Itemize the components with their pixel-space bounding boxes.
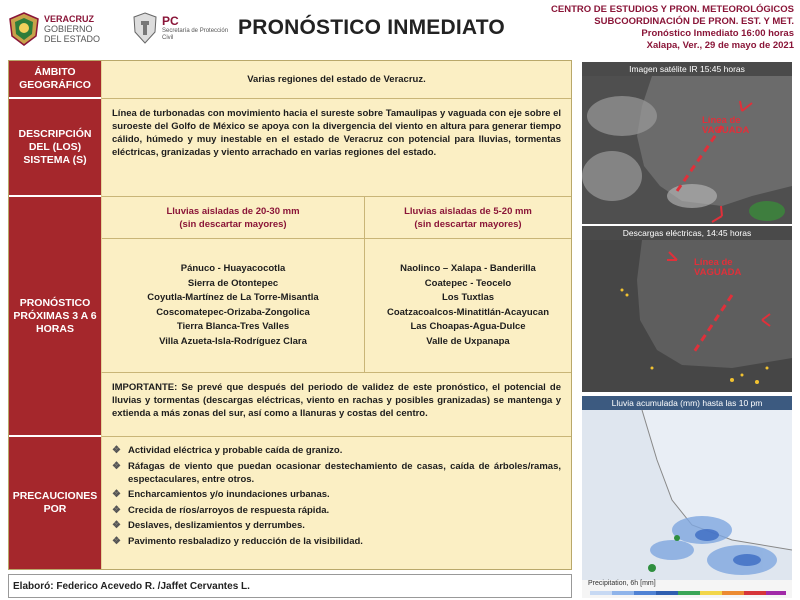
list-item: Sierra de Otontepec bbox=[187, 277, 279, 289]
list-item: Tierra Blanca-Tres Valles bbox=[176, 321, 290, 332]
list-item: Coyutla-Martínez de La Torre-Misantla bbox=[147, 292, 319, 303]
header-forecast-time: Pronóstico Inmediato 16:00 horas bbox=[641, 28, 794, 39]
list-item: Villa Azueta-Isla-Rodríguez Clara bbox=[159, 335, 307, 347]
diamond-bullet-icon: ❖ bbox=[112, 445, 121, 456]
precaucion-text: Crecida de ríos/arroyos de respuesta rápida. bbox=[128, 504, 330, 516]
veracruz-logo bbox=[8, 10, 118, 50]
header-center-name: CENTRO DE ESTUDIOS Y PRON. METEOROLÓGICOS bbox=[551, 4, 794, 15]
list-item: Coscomatepec-Orizaba-Zongolica bbox=[156, 306, 310, 318]
pc-emblem-icon bbox=[132, 12, 158, 44]
col2-header bbox=[365, 197, 571, 239]
col1-list bbox=[102, 239, 364, 372]
list-item: Las Choapas-Agua-Dulce bbox=[410, 321, 526, 332]
satellite-panel bbox=[582, 62, 792, 224]
descripcion-text: Línea de turbonadas con movimiento hacia el sureste sobre Tamaulipas y vaguada con eje sobre el suroeste del Golfo de México se apoya con la divergencia del viento en altura para generar tiempo cálido, húmedo y muy inestable en el estado de Veracruz con potencial para lluvias, tormentas eléctricas, granizadas y viento arrachado en varias regiones del estado. bbox=[112, 108, 561, 158]
pronostico-cell bbox=[101, 197, 571, 373]
pc-abbr: PC bbox=[162, 14, 179, 28]
list-item bbox=[112, 535, 561, 548]
logo1-line3: DEL ESTADO bbox=[44, 34, 101, 44]
diamond-bullet-icon: ❖ bbox=[112, 520, 121, 532]
lightning-annotation: Línea de VAGUADA bbox=[694, 257, 742, 278]
precaucion-text: Deslaves, deslizamientos y derrumbes. bbox=[128, 520, 305, 532]
list-item: Pánuco - Huayacocotla bbox=[180, 263, 286, 274]
precauciones-cell bbox=[101, 437, 571, 569]
veracruz-logo-text bbox=[44, 14, 100, 44]
list-item: Valle de Uxpanapa bbox=[426, 335, 510, 347]
precaucion-text: Pavimento resbaladizo y reducción de la visibilidad. bbox=[128, 535, 363, 547]
important-text: IMPORTANTE: Se prevé que después del periodo de validez de este pronóstico, el potencial de lluvias y tormentas (descargas eléctricas, viento en rachas y posibles granizadas) se mantenga y extienda a más zonas del sur, así como a llanuras y costas del centro. bbox=[112, 382, 561, 419]
col1-title: Lluvias aisladas de 20-30 mm bbox=[166, 205, 300, 217]
rain-image bbox=[582, 410, 792, 598]
veracruz-emblem-icon bbox=[8, 12, 40, 46]
diamond-bullet-icon: ❖ bbox=[112, 489, 121, 501]
lightning-caption: Descargas eléctricas, 14:45 horas bbox=[582, 226, 792, 240]
precaucion-text: Encharcamientos y/o inundaciones urbanas. bbox=[128, 489, 330, 501]
ambito-cell bbox=[101, 61, 571, 99]
precauciones-list bbox=[102, 437, 571, 557]
satellite-caption: Imagen satélite IR 15:45 horas bbox=[582, 62, 792, 76]
lightning-map bbox=[582, 240, 792, 392]
list-item bbox=[112, 444, 561, 457]
col2-subtitle: (sin descartar mayores) bbox=[414, 218, 522, 230]
satellite-image bbox=[582, 76, 792, 224]
satellite-map bbox=[582, 76, 792, 224]
header-subcoordination: SUBCOORDINACIÓN DE PRON. EST. Y MET. bbox=[594, 16, 794, 27]
list-item: Coatepec - Teocelo bbox=[424, 277, 512, 289]
list-item bbox=[112, 519, 561, 532]
lightning-image bbox=[582, 240, 792, 392]
satellite-annotation: Línea de VAGUADA bbox=[702, 115, 750, 136]
logo1-line1: VERACRUZ bbox=[44, 14, 95, 24]
rain-panel bbox=[582, 396, 792, 598]
header-info bbox=[551, 4, 794, 52]
list-item bbox=[112, 460, 561, 486]
list-item bbox=[112, 504, 561, 517]
diamond-bullet-icon: ❖ bbox=[112, 460, 121, 472]
page-title: PRONÓSTICO INMEDIATO bbox=[238, 16, 505, 39]
pc-logo bbox=[132, 12, 232, 48]
descripcion-cell bbox=[101, 99, 571, 197]
footer-credits: Elaboró: Federico Acevedo R. /Jaffet Cervantes L. bbox=[8, 574, 572, 598]
header bbox=[0, 0, 800, 60]
list-item: Coatzacoalcos-Minatitlán-Acayucan bbox=[386, 306, 550, 318]
list-item: Naolinco – Xalapa - Banderilla bbox=[400, 263, 536, 274]
diamond-bullet-icon: ❖ bbox=[112, 504, 121, 516]
col1-subtitle: (sin descartar mayores) bbox=[179, 218, 287, 230]
ambito-label: ÁMBITO GEOGRÁFICO bbox=[9, 61, 101, 99]
pc-subtitle: Secretaría de Protección Civil bbox=[162, 28, 229, 41]
forecast-table bbox=[8, 60, 572, 570]
list-item bbox=[112, 488, 561, 501]
precaucion-text: Actividad eléctrica y probable caída de granizo. bbox=[128, 445, 343, 456]
descripcion-label: DESCRIPCIÓN DEL (LOS) SISTEMA (S) bbox=[9, 99, 101, 197]
ambito-text: Varias regiones del estado de Veracruz. bbox=[247, 74, 426, 85]
header-date: Xalapa, Ver., 29 de mayo de 2021 bbox=[646, 40, 794, 51]
lightning-panel bbox=[582, 226, 792, 392]
precauciones-label: PRECAUCIONES POR bbox=[9, 437, 101, 569]
precaucion-text: Ráfagas de viento que puedan ocasionar destechamiento de casas, caída de árboles/ramas, espectaculares, entre otros. bbox=[128, 460, 561, 485]
col2-list bbox=[365, 239, 571, 372]
col1-header bbox=[102, 197, 364, 239]
logo1-line2: GOBIERNO bbox=[44, 24, 93, 34]
rain-map bbox=[582, 410, 792, 598]
rain-caption: Lluvia acumulada (mm) hasta las 10 pm bbox=[582, 396, 792, 410]
diamond-bullet-icon: ❖ bbox=[112, 535, 121, 547]
important-cell bbox=[101, 373, 571, 437]
pronostico-label: PRONÓSTICO PRÓXIMAS 3 A 6 HORAS bbox=[9, 197, 101, 437]
col2-title: Lluvias aisladas de 5-20 mm bbox=[404, 205, 532, 217]
list-item: Los Tuxtlas bbox=[441, 292, 495, 303]
rain-scale-label: Precipitation, 6h [mm] bbox=[588, 580, 656, 587]
